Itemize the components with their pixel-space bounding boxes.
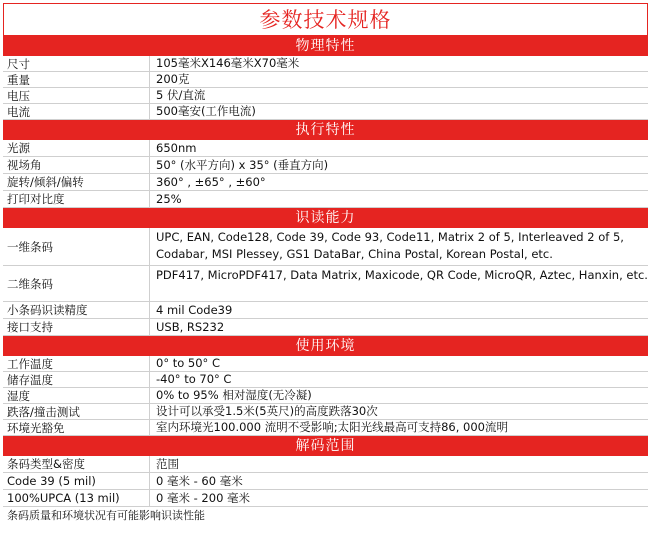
row-value: 0 毫米 - 200 毫米 (156, 490, 251, 505)
table-row (3, 420, 648, 436)
row-value: 25% (156, 191, 182, 206)
row-value: 室内环境光100.000 流明不受影响;太阳光线最高可支持86, 000流明 (156, 420, 508, 434)
page-title: 参数技术规格 (3, 3, 648, 36)
row-key: 小条码识读精度 (3, 302, 150, 318)
table-row (3, 191, 648, 208)
table-row (3, 473, 648, 490)
row-value: 范围 (156, 456, 179, 471)
row-key: 尺寸 (3, 56, 150, 71)
table-row (3, 388, 648, 404)
row-value: 500毫安(工作电流) (156, 104, 256, 118)
table-row (3, 266, 648, 302)
section-heading-decode-range: 解码范围 (3, 436, 648, 456)
row-key: 电压 (3, 88, 150, 103)
table-row (3, 490, 648, 507)
table-row (3, 72, 648, 88)
table-row (3, 174, 648, 191)
row-value: UPC, EAN, Code128, Code 39, Code 93, Code11, Matrix 2 of 5, Interleaved 2 of 5, Codabar, MSI Plessey, GS1 DataBar, China Postal, Korean Postal, etc. (156, 230, 624, 261)
table-row (3, 104, 648, 120)
footnote: 条码质量和环境状况有可能影响识读性能 (7, 509, 205, 522)
row-value: 360° , ±65° , ±60° (156, 174, 266, 189)
row-value: 设计可以承受1.5米(5英尺)的高度跌落30次 (156, 404, 378, 418)
table-row (3, 372, 648, 388)
table-row (3, 302, 648, 319)
table-row (3, 456, 648, 473)
table-row (3, 404, 648, 420)
table-row (3, 157, 648, 174)
table-row (3, 140, 648, 157)
row-value: 50° (水平方向) x 35° (垂直方向) (156, 157, 329, 172)
section-heading-reading: 识读能力 (3, 208, 648, 228)
row-value: 4 mil Code39 (156, 302, 233, 317)
table-row (3, 228, 648, 266)
section-heading-environment: 使用环境 (3, 336, 648, 356)
row-key: 光源 (3, 140, 150, 156)
row-key: 重量 (3, 72, 150, 87)
row-value: PDF417, MicroPDF417, Data Matrix, Maxicode, QR Code, MicroQR, Aztec, Hanxin, etc. (156, 268, 648, 282)
row-value: USB, RS232 (156, 319, 225, 334)
row-key: 储存温度 (3, 372, 150, 387)
row-key: 二维条码 (3, 266, 150, 301)
spec-sheet (3, 3, 648, 525)
row-key: 打印对比度 (3, 191, 150, 207)
row-value: -40° to 70° C (156, 372, 232, 386)
row-value: 0 毫米 - 60 毫米 (156, 473, 243, 488)
row-key: Code 39 (5 mil) (3, 473, 150, 489)
row-value: 0° to 50° C (156, 356, 220, 370)
table-row (3, 356, 648, 372)
row-key: 视场角 (3, 157, 150, 173)
row-value: 650nm (156, 140, 197, 155)
table-row (3, 56, 648, 72)
row-key: 工作温度 (3, 356, 150, 371)
row-key: 电流 (3, 104, 150, 119)
row-key: 一维条码 (3, 228, 150, 265)
row-value: 105毫米X146毫米X70毫米 (156, 56, 300, 70)
row-key: 环境光豁免 (3, 420, 150, 435)
row-value: 0% to 95% 相对湿度(无冷凝) (156, 388, 312, 402)
row-key: 跌落/撞击测试 (3, 404, 150, 419)
row-value: 200克 (156, 72, 190, 86)
row-key: 湿度 (3, 388, 150, 403)
table-row (3, 319, 648, 336)
row-key: 条码类型&密度 (3, 456, 150, 472)
section-heading-performance: 执行特性 (3, 120, 648, 140)
section-heading-physical: 物理特性 (3, 36, 648, 56)
table-row (3, 88, 648, 104)
row-key: 接口支持 (3, 319, 150, 335)
row-key: 旋转/倾斜/偏转 (3, 174, 150, 190)
row-key: 100%UPCA (13 mil) (3, 490, 150, 506)
row-value: 5 伏/直流 (156, 88, 206, 102)
